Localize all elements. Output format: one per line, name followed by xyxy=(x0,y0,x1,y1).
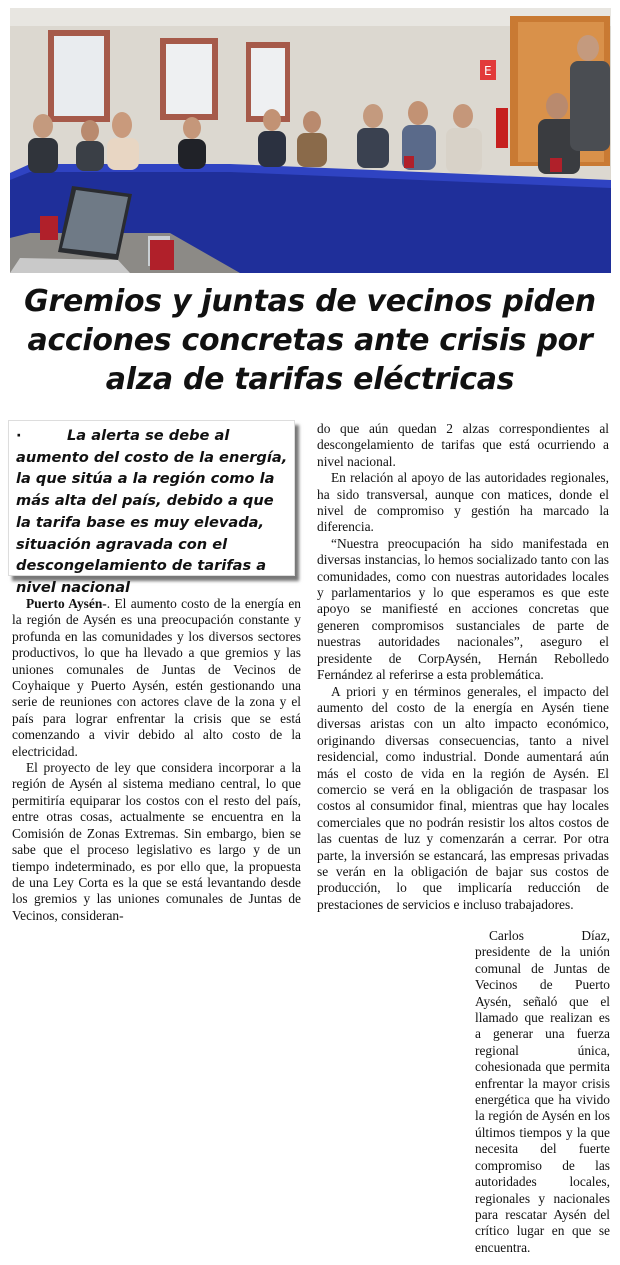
lead-summary xyxy=(16,425,288,599)
article-column-narrow xyxy=(475,928,610,1256)
article-column-right xyxy=(317,421,609,913)
dateline: Puerto Aysén- xyxy=(26,596,107,611)
lead-text: La alerta se debe al aumento del costo de la energía, la que sitúa a la región como la más alta del país, debido a que la tarifa base es muy elevada, situación agravada con el descongelamiento de tarifas a nivel nacional xyxy=(16,427,288,596)
paragraph-4: “Nuestra preocupación ha sido manifestada en diversas instancias, lo hemos socializado tanto con las comunidades, como con nuestras autoridades locales y parlamentarios y lo que esperamos es que este apoyo se manifiesté en acciones concretas que generen compromisos sustanciales de parte de nuestras autoridades nacionales”, aseguro el presidente de CorpAysén, Hernán Rebolledo Fernández al referirse a esta problemática. xyxy=(317,535,609,683)
article-photo xyxy=(10,8,611,273)
lead-summary-box xyxy=(8,420,295,596)
paragraph-2-left: El proyecto de ley que considera incorporar a la región de Aysén al sistema mediano central, lo que permitiría equiparar los costos con el resto del país, entre otras cosas, actualmente se encuentra en la Comisión de Zonas Extremas. Sin embargo, bien se sabe que el proceso legislativo es largo y de un tiempo indeterminado, es por ello que, la propuesta de una Ley Corta es la que se está levantando desde los gremios y las uniones comunales de Juntas de Vecinos, consideran- xyxy=(12,760,301,923)
paragraph-6: Carlos Díaz, presidente de la unión comunal de Juntas de Vecinos de Puerto Aysén, señaló que el llamado que realizan es a generar una fuerza regional única, cohesionada que permita enfrentar la mayor crisis energética que ha vivido la región de Aysén en los últimos tiempos y la que necesita del fuerte compromiso de las autoridades locales, regionales y nacionales para rescatar Aysén del crítico lugar en que se encuentra. xyxy=(475,928,610,1255)
article-headline: Gremios y juntas de vecinos piden acciones concretas ante crisis por alza de tarifas eléctricas xyxy=(24,284,596,397)
wall-sign-text: E xyxy=(484,64,492,78)
fire-extinguisher xyxy=(496,108,508,148)
paragraph-5: A priori y en términos generales, el impacto del aumento del costo de la energía en Aysén tiene diversas aristas con un alto impacto económico, originando diversas consecuencias, tanto a nivel residencial, como industrial. Donde aumentará aún más el costo de vida en la región de Aysén. El comercio se verá en la obligación de traspasar los costos al consumidor final, mientras que hay locales comerciales que no podrán resistir los altos costos de las cuentas de luz y comenzarán a cerrar. Por otra parte, la inversión se estancará, las empresas privadas se verán en la obligación de bajar sus costos de producción, lo que implicaría reducción de prestaciones de servicios e incluso trabajadores. xyxy=(317,683,609,912)
paragraph-2-right: do que aún quedan 2 alzas correspondientes al descongelamiento de tarifas que está ocurriendo a nivel nacional. xyxy=(317,421,609,469)
article-column-left xyxy=(12,596,301,924)
meeting-photo-illustration xyxy=(10,8,611,273)
paragraph-3: En relación al apoyo de las autoridades regionales, ha sido transversal, aunque con matices, donde el nivel de compromiso y gestión ha marcado la diferencia. xyxy=(317,470,609,535)
paragraph-1 xyxy=(12,596,301,760)
paragraph-1-text: . El aumento costo de la energía en la región de Aysén es una preocupación constante y profunda en las comunidades y los diversos sectores productivos, lo que ha llevado a que gremios y las uniones comunales de Juntas de Vecinos de Coyhaique y Puerto Aysén, estén gestionando una serie de reuniones con actores clave de la zona y el país para lograr enfrentar la crisis que se está comenzando a vivir debido al alto costo de la electricidad. xyxy=(12,596,301,759)
bullet-icon: · xyxy=(16,427,22,444)
